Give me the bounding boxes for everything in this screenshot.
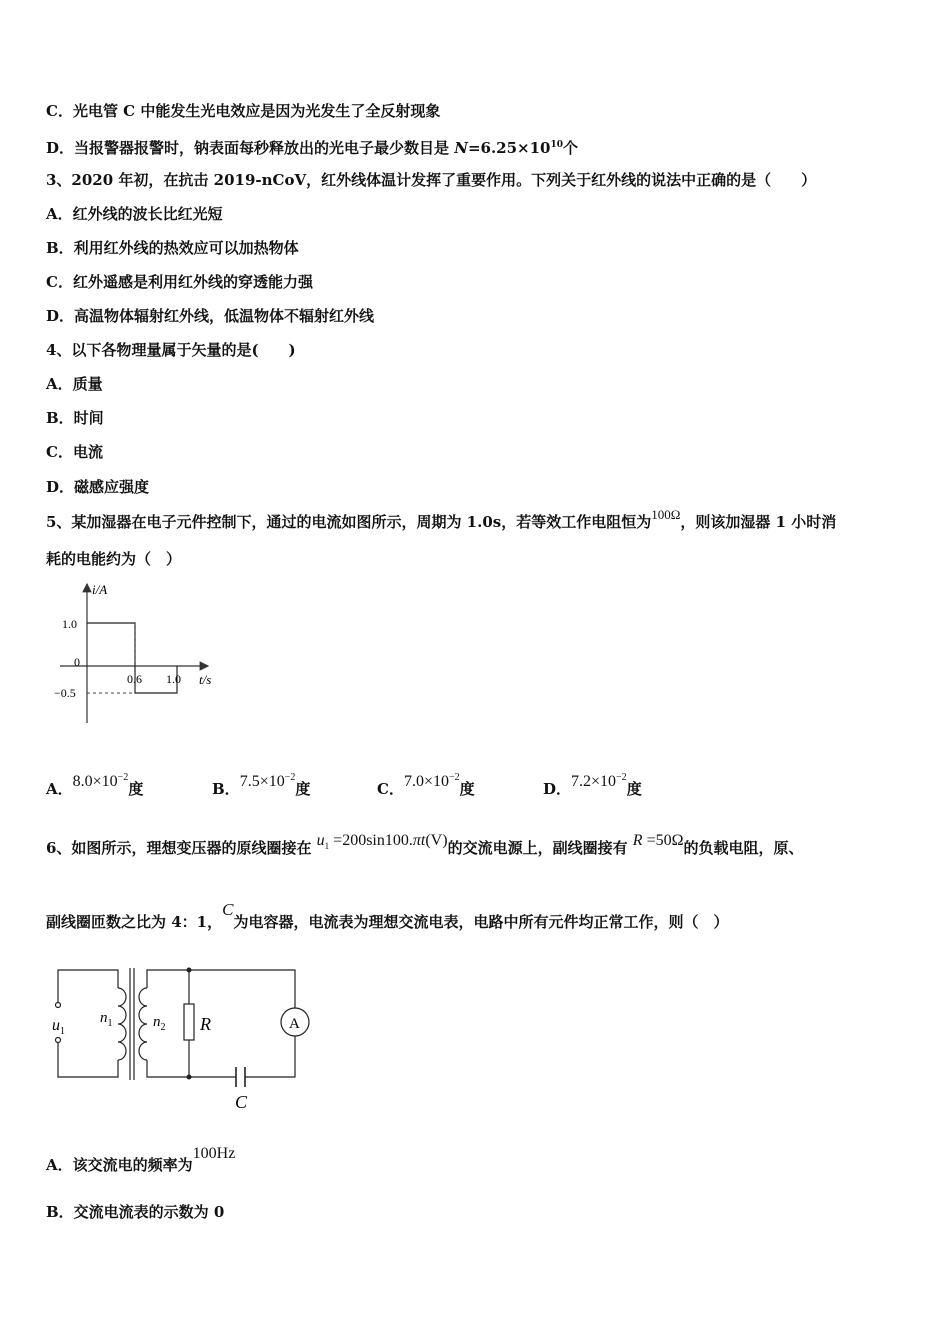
ammeter-label: A <box>289 1016 300 1032</box>
resistor-label: R <box>200 1014 211 1034</box>
x-tick-06: 0.6 <box>127 672 142 686</box>
q6-option-a: A．该交流电的频率为100Hz <box>46 1145 236 1174</box>
primary-wire-top <box>58 970 118 1002</box>
secondary-coil <box>139 988 147 1060</box>
q4-option-d: D．磁感应强度 <box>46 478 150 496</box>
transformer-circuit <box>48 960 323 1115</box>
q4-stem: 4、以下各物理量属于矢量的是( ) <box>46 341 296 359</box>
q5-stem: 5、某加湿器在电子元件控制下，通过的电流如图所示，周期为 1.0s，若等效工作电阻恒为100Ω，则该加湿器 1 小时消 <box>46 507 837 531</box>
junction-bottom <box>187 1075 192 1080</box>
junction-top <box>187 968 192 973</box>
q5-option-d: D．$7.2\times 10^{-2}$度 <box>543 772 642 798</box>
q3-option-a: A．红外线的波长比红光短 <box>46 205 223 223</box>
terminal-top <box>56 1003 61 1008</box>
q3-option-d: D．高温物体辐射红外线，低温物体不辐射红外线 <box>46 307 375 325</box>
n2-label: $n_2$ <box>153 1014 166 1033</box>
q2-option-c: C．光电管 C 中能发生光电效应是因为光发生了全反射现象 <box>46 102 441 120</box>
y-tick-0: 0 <box>74 655 80 669</box>
capacitor-label: C <box>235 1092 248 1112</box>
q6-stem-line2: 副线圈匝数之比为 4：1，C为电容器，电流表为理想交流电表，电路中所有元件均正常工作，则（ ） <box>46 900 729 931</box>
current-positive-segment <box>87 623 135 666</box>
q6-stem: 6、如图所示，理想变压器的原线圈接在 $u_1 =200\sin 100.\pi t(V)$的交流电源上，副线圈接有 R =50Ω的负载电阻，原、 <box>46 832 804 857</box>
primary-wire-bottom <box>58 1040 118 1077</box>
resistor <box>184 1004 194 1040</box>
n1-label: $n_1$ <box>100 1010 113 1029</box>
current-time-graph <box>50 578 225 728</box>
q3-stem: 3、2020 年初，在抗击 2019-nCoV，红外线体温计发挥了重要作用。下列关于红外线的说法中正确的是（ ） <box>46 171 817 189</box>
x-tick-10: 1.0 <box>166 672 181 686</box>
primary-coil <box>118 988 126 1060</box>
y-axis-label: i/A <box>92 582 108 597</box>
q4-option-c: C．电流 <box>46 443 103 461</box>
y-tick-neg: −0.5 <box>54 686 76 700</box>
q4-option-a: A．质量 <box>46 375 103 393</box>
q3-option-c: C．红外遥感是利用红外线的穿透能力强 <box>46 273 313 291</box>
u1-label: $u_1$ <box>52 1017 65 1037</box>
q5-options <box>46 772 906 800</box>
q6-option-b: B．交流电流表的示数为 0 <box>46 1203 225 1221</box>
capacitor-to-ammeter-wire <box>245 1036 295 1077</box>
y-tick-1: 1.0 <box>62 617 77 631</box>
q5-stem-line2: 耗的电能约为（ ） <box>46 550 182 568</box>
secondary-wire-bottom <box>147 1060 236 1077</box>
q4-option-b: B．时间 <box>46 409 104 427</box>
q5-option-a: A．$8.0\times 10^{-2}$度 <box>46 772 144 798</box>
q3-option-b: B．利用红外线的热效应可以加热物体 <box>46 239 299 257</box>
q5-option-c: C．$7.0\times 10^{-2}$度 <box>377 772 475 798</box>
x-axis-label: t/s <box>199 672 212 687</box>
q2-option-d: D．当报警器报警时，钠表面每秒释放出的光电子最少数目是 $N=6.25\times 10^{10}$个 <box>46 139 579 157</box>
q5-option-b: B．$7.5\times 10^{-2}$度 <box>212 772 311 798</box>
secondary-wire-top <box>147 970 295 1008</box>
terminal-bottom <box>56 1038 61 1043</box>
